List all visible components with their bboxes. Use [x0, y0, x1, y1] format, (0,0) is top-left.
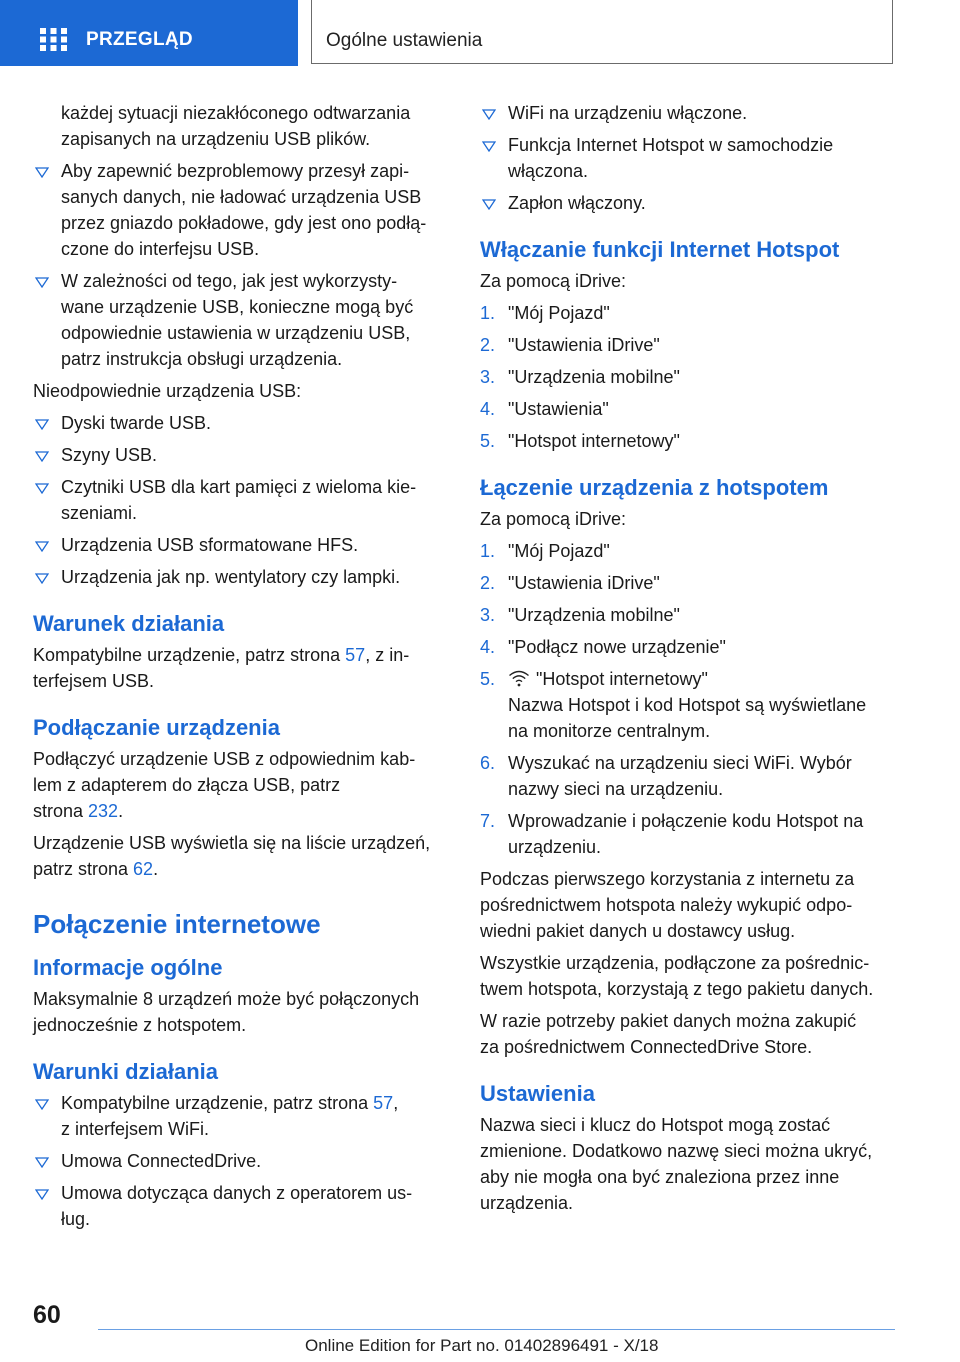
section-tab[interactable] [311, 0, 893, 64]
triangle-bullet-icon [35, 1099, 49, 1110]
overview-tab-label: PRZEGLĄD [86, 29, 193, 50]
via-idrive: Za pomocą iDrive: [480, 509, 627, 529]
page-link[interactable]: 232 [88, 801, 119, 821]
shared-package-text: Wszystkie urządzenia, podłączone za pośrednic‐ twem hotspota, korzystają z tego pakietu danych. [480, 953, 874, 999]
step-number: 5. [480, 669, 496, 689]
heading-connect-hotspot: Łączenie urządzenia z hotspotem [480, 475, 829, 500]
section-tab-label: Ogólne ustawienia [326, 30, 483, 51]
triangle-bullet-icon [35, 483, 49, 494]
step-number: 4. [480, 399, 496, 419]
triangle-bullet-icon [35, 167, 49, 178]
list-item: Dyski twarde USB. [33, 410, 448, 436]
list-item: Funkcja Internet Hotspot w samochodzie włączona. [480, 132, 898, 184]
via-idrive: Za pomocą iDrive: [480, 271, 627, 291]
list-item: WiFi na urządzeniu włączone. [480, 100, 898, 126]
list-item: W zależności od tego, jak jest wykorzysty‐ wane urządzenie USB, konieczne mogą być odpowiednie ustawienia w urządzeniu USB, patrz instrukcja obsługi urządzenia. [33, 268, 448, 372]
purchase-text: W razie potrzeby pakiet danych można zakupić za pośrednictwem ConnectedDrive Store. [480, 1011, 857, 1057]
wifi-icon [508, 669, 530, 687]
step-item: 3. "Urządzenia mobilne" [480, 364, 898, 390]
heading-conditions: Warunki działania [33, 1059, 219, 1084]
heading-general: Informacje ogólne [33, 955, 223, 980]
triangle-bullet-icon [35, 1157, 49, 1168]
heading-connecting: Podłączanie urządzenia [33, 715, 280, 740]
step-item: 2. "Ustawienia iDrive" [480, 332, 898, 358]
step-number: 3. [480, 605, 496, 625]
step-number: 6. [480, 753, 496, 773]
step-number: 4. [480, 637, 496, 657]
edition-text: Online Edition for Part no. 01402896491 - X/18 [305, 1336, 659, 1355]
settings-text: Nazwa sieci i klucz do Hotspot mogą zostać zmienione. Dodatkowo nazwę sieci można ukryć, aby nie mogła ona być znaleziona przez inne urządzenia. [480, 1115, 873, 1213]
triangle-bullet-icon [482, 109, 496, 120]
triangle-bullet-icon [35, 1189, 49, 1200]
list-item: Zapłon włączony. [480, 190, 898, 216]
list-item: Umowa ConnectedDrive. [33, 1148, 448, 1174]
list-item: Urządzenia jak np. wentylatory czy lampki. [33, 564, 448, 590]
general-text: Maksymalnie 8 urządzeń może być połączonych jednocześnie z hotspotem. [33, 989, 420, 1035]
step-item: 2. "Ustawienia iDrive" [480, 570, 898, 596]
page-link[interactable]: 62 [133, 859, 154, 879]
list-item: Umowa dotycząca danych z operatorem us‐ ług. [33, 1180, 448, 1232]
step-item: 5. "Hotspot internetowy" Nazwa Hotspot i kod Hotspot są wyświetlane na monitorze centralnym. [480, 666, 898, 744]
footer-divider [98, 1329, 895, 1330]
step-item: 1. "Mój Pojazd" [480, 300, 898, 326]
left-column [33, 100, 448, 1238]
step-item: 4. "Podłącz nowe urządzenie" [480, 634, 898, 660]
triangle-bullet-icon [482, 199, 496, 210]
list-item: Aby zapewnić bezproblemowy przesył zapi‐ sanych danych, nie ładować urządzenia USB przez gniazdo pokładowe, gdy jest ono podłą‐ czone do interfejsu USB. [33, 158, 448, 262]
step-item: 7. Wprowadzanie i połączenie kodu Hotspot na urządzeniu. [480, 808, 898, 860]
step-item: 4. "Ustawienia" [480, 396, 898, 422]
step-number: 2. [480, 335, 496, 355]
list-item: Kompatybilne urządzenie, patrz strona 57, z interfejsem WiFi. [33, 1090, 448, 1142]
heading-settings: Ustawienia [480, 1081, 595, 1106]
step-number: 1. [480, 303, 496, 323]
list-text: Urządzenie USB wyświetla się na liście urządzeń, patrz strona 62. [33, 833, 431, 879]
right-column [480, 100, 898, 1222]
condition-text: Kompatybilne urządzenie, patrz strona 57, z in‐ terfejsem USB. [33, 645, 410, 691]
heading-enable-hotspot: Włączanie funkcji Internet Hotspot [480, 237, 840, 262]
continued-bullet-text: każdej sytuacji niezakłóconego odtwarzania zapisanych na urządzeniu USB plików. [61, 103, 411, 149]
step-number: 2. [480, 573, 496, 593]
page-header [0, 0, 960, 66]
step-number: 7. [480, 811, 496, 831]
overview-tab[interactable] [0, 0, 298, 66]
triangle-bullet-icon [35, 451, 49, 462]
list-item: Czytniki USB dla kart pamięci z wieloma kie‐ szeniami. [33, 474, 448, 526]
list-item: Szyny USB. [33, 442, 448, 468]
data-package-text: Podczas pierwszego korzystania z internetu za pośrednictwem hotspota należy wykupić odpo‐ wiedni pakiet danych u dostawcy usług. [480, 869, 855, 941]
triangle-bullet-icon [35, 277, 49, 288]
step-item: 6. Wyszukać na urządzeniu sieci WiFi. Wybór nazwy sieci na urządzeniu. [480, 750, 898, 802]
step-item: 1. "Mój Pojazd" [480, 538, 898, 564]
step-number: 3. [480, 367, 496, 387]
heading-condition: Warunek działania [33, 611, 225, 636]
step-item: 3. "Urządzenia mobilne" [480, 602, 898, 628]
step-number: 5. [480, 431, 496, 451]
unsuitable-intro: Nieodpowiednie urządzenia USB: [33, 381, 302, 401]
connect-text: Podłączyć urządzenie USB z odpowiednim kab‐ lem z adapterem do złącza USB, patrz strona 232. [33, 749, 416, 821]
triangle-bullet-icon [35, 573, 49, 584]
heading-internet: Połączenie internetowe [33, 909, 321, 939]
triangle-bullet-icon [35, 541, 49, 552]
list-item: Urządzenia USB sformatowane HFS. [33, 532, 448, 558]
page-link[interactable]: 57 [373, 1093, 394, 1113]
page-number: 60 [33, 1301, 61, 1329]
triangle-bullet-icon [482, 141, 496, 152]
grid-icon [40, 28, 67, 51]
page-link[interactable]: 57 [345, 645, 366, 665]
step-item: 5. "Hotspot internetowy" [480, 428, 898, 454]
step-number: 1. [480, 541, 496, 561]
triangle-bullet-icon [35, 419, 49, 430]
